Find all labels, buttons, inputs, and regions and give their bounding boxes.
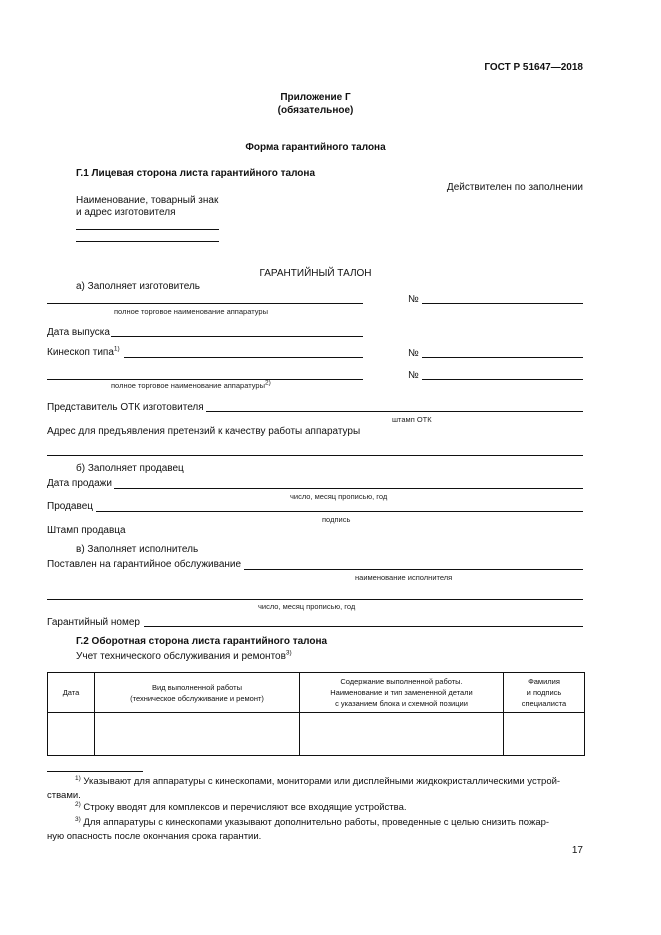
hint-signature: подпись	[322, 515, 351, 524]
footnote-2-mark: 2)	[75, 800, 81, 808]
fn2-ref: 2)	[264, 379, 271, 387]
warranty-number-line[interactable]	[144, 626, 583, 627]
sale-date-label: Дата продажи	[47, 478, 112, 489]
kinescope-label	[47, 347, 120, 358]
number-sign-3: №	[408, 370, 419, 381]
kinescope-line[interactable]	[124, 357, 363, 358]
section-g1-title: Г.1 Лицевая сторона листа гарантийного талона	[76, 168, 316, 179]
col-specialist-header	[504, 673, 585, 713]
hint-full-name-2	[111, 381, 271, 390]
col-date-header	[48, 673, 95, 713]
footnote-separator	[47, 771, 143, 772]
product-name-line-2[interactable]	[47, 379, 363, 380]
col-content-l2: Наименование и тип замененной детали	[330, 688, 473, 697]
seller-label: Продавец	[47, 501, 93, 512]
hint-executor: наименование исполнителя	[355, 573, 453, 582]
manufacturer-line-1[interactable]	[76, 229, 219, 230]
fn1-ref: 1)	[113, 345, 120, 353]
footnote-1-line2: ствами.	[47, 790, 81, 801]
valid-note: Действителен по заполнении	[446, 182, 583, 193]
number-sign-2: №	[408, 348, 419, 359]
release-date-label: Дата выпуска	[47, 327, 110, 338]
qc-rep-line[interactable]	[206, 411, 583, 412]
footnote-1-mark: 1)	[75, 774, 81, 782]
product-number-line-2[interactable]	[422, 379, 583, 380]
kinescope-number-line[interactable]	[422, 357, 583, 358]
footnote-2	[47, 801, 584, 815]
footnote-3-line2: ную опасность после окончания срока гарантии.	[47, 831, 262, 842]
section-g2-title: Г.2 Оборотная сторона листа гарантийного талона	[76, 636, 328, 647]
form-title: Форма гарантийного талона	[245, 142, 386, 153]
col-content-l1: Содержание выполненной работы.	[340, 677, 463, 686]
manufacturer-label-1: Наименование, товарный знак	[76, 195, 219, 206]
seller-stamp-label: Штамп продавца	[47, 525, 126, 536]
col-work-type-header	[95, 673, 300, 713]
product-number-line[interactable]	[422, 303, 583, 304]
cell-date[interactable]	[48, 713, 95, 756]
hint-date-words-1: число, месяц прописью, год	[290, 492, 388, 501]
standard-code: ГОСТ Р 51647—2018	[484, 62, 583, 73]
col-specialist-l1: Фамилия	[528, 677, 560, 686]
service-registered-line[interactable]	[244, 569, 583, 570]
section-g2-subtitle-text: Учет технического обслуживания и ремонтов	[76, 651, 286, 662]
appendix-title: Приложение Г	[280, 92, 351, 103]
claims-address-line[interactable]	[47, 455, 583, 456]
col-content-l3: с указанием блока и схемной позиции	[335, 699, 468, 708]
table-header-row	[48, 673, 585, 713]
footnote-3	[47, 816, 584, 844]
warranty-number-label: Гарантийный номер	[47, 617, 140, 628]
kinescope-text: Кинескоп типа	[47, 347, 114, 358]
qc-rep-label: Представитель ОТК изготовителя	[47, 402, 204, 413]
footnote-3-mark: 3)	[75, 815, 81, 823]
section-g2-subtitle	[76, 651, 292, 662]
col-work-type-l1: Вид выполненной работы	[152, 682, 242, 692]
cell-specialist[interactable]	[504, 713, 585, 756]
footnote-1	[47, 775, 584, 803]
footnote-3-line1: Для аппаратуры с кинескопами указывают дополнительно работы, проведенные с целью снизить пожар-	[83, 817, 550, 828]
part-b-label: б) Заполняет продавец	[76, 463, 184, 474]
footnote-2-line1: Строку вводят для комплексов и перечисляют все входящие устройства.	[83, 802, 407, 813]
release-date-line[interactable]	[111, 336, 363, 337]
number-sign-1: №	[408, 294, 419, 305]
service-date-line[interactable]	[47, 599, 583, 600]
claims-address-label: Адрес для предъявления претензий к качеству работы аппаратуры	[47, 426, 361, 437]
coupon-title: ГАРАНТИЙНЫЙ ТАЛОН	[259, 268, 372, 279]
table-row	[48, 713, 585, 756]
part-c-label: в) Заполняет исполнитель	[76, 544, 199, 555]
manufacturer-label-2: и адрес изготовителя	[76, 207, 176, 218]
product-name-line[interactable]	[47, 303, 363, 304]
page-number: 17	[571, 845, 583, 856]
maintenance-table	[47, 672, 585, 756]
sale-date-line[interactable]	[114, 488, 583, 489]
fn3-ref: 3)	[285, 649, 292, 657]
col-specialist-l3: специалиста	[521, 699, 567, 708]
cell-work-type[interactable]	[95, 713, 300, 756]
part-a-label: а) Заполняет изготовитель	[76, 281, 200, 292]
hint-full-name-1: полное торговое наименование аппаратуры	[114, 307, 268, 316]
manufacturer-line-2[interactable]	[76, 241, 219, 242]
col-work-type-l2: (техническое обслуживание и ремонт)	[130, 693, 264, 703]
hint-date-words-2: число, месяц прописью, год	[258, 602, 356, 611]
col-specialist-l2: и подпись	[526, 688, 562, 697]
service-registered-label: Поставлен на гарантийное обслуживание	[47, 559, 242, 570]
cell-content[interactable]	[300, 713, 504, 756]
qc-stamp-hint: штамп ОТК	[392, 415, 432, 424]
col-date-text: Дата	[62, 688, 80, 697]
hint-full-name-text: полное торговое наименование аппаратуры	[111, 381, 265, 390]
seller-line[interactable]	[96, 511, 583, 512]
appendix-subtitle: (обязательное)	[277, 105, 354, 116]
footnote-1-line1: Указывают для аппаратуры с кинескопами, мониторами или дисплейными жидкокристаллическими устрой-	[83, 776, 561, 787]
col-content-header	[300, 673, 504, 713]
